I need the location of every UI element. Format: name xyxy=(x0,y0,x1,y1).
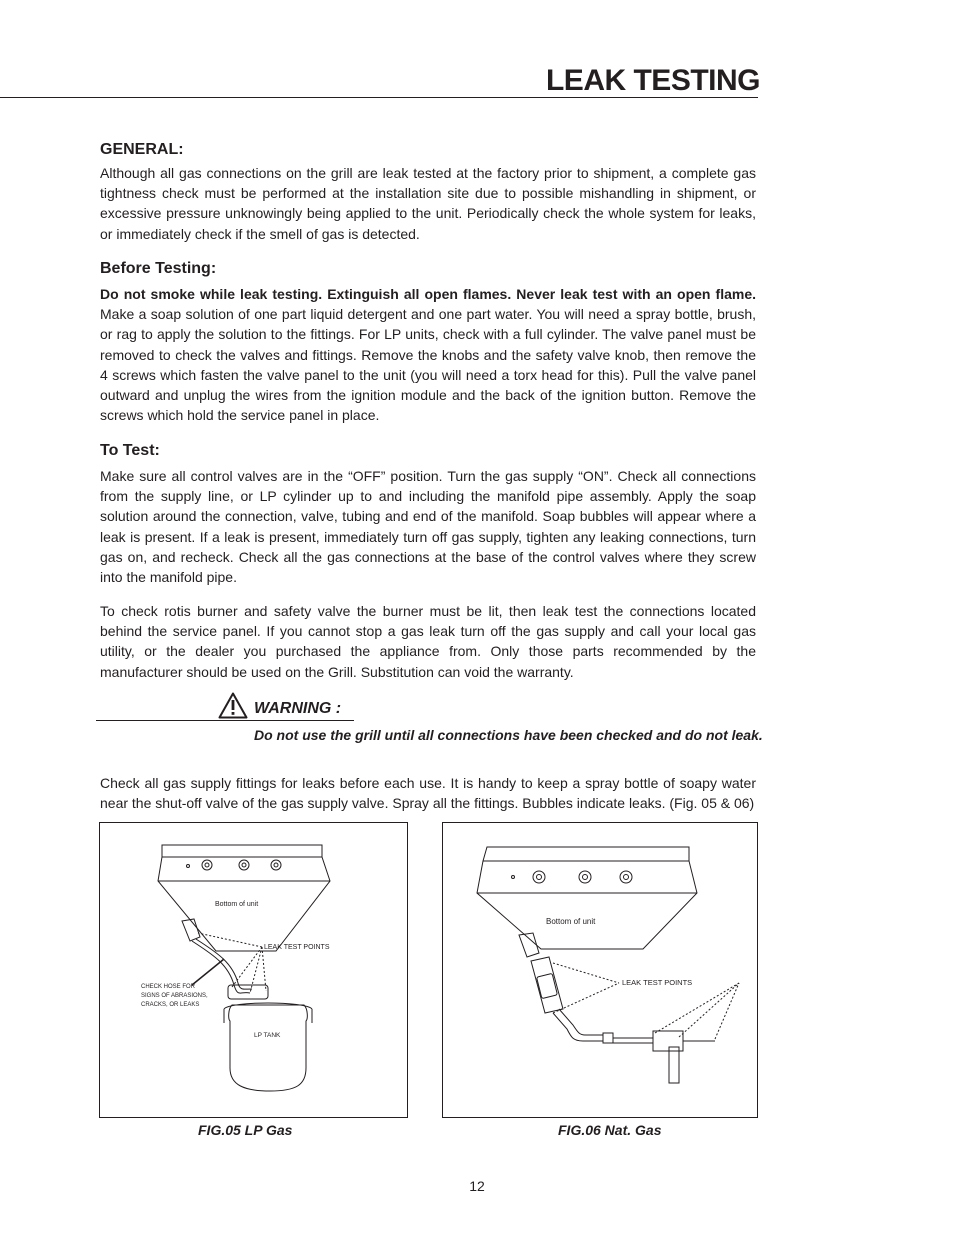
before-testing-paragraph xyxy=(100,284,756,425)
fig05-tank-label: LP TANK xyxy=(254,1032,281,1039)
fig06-grill-body xyxy=(477,847,697,949)
fig05-bottom-label: Bottom of unit xyxy=(215,901,259,908)
to-test-paragraph-2: To check rotis burner and safety valve the burner must be lit, then leak test the connections located behind the service panel. If you cannot stop a gas leak turn off the gas supply and call your local gas utility, or the dealer you purchased the appliance from. Only those parts recommended by the manufacturer should be used on the Grill. Substitution can void the warranty. xyxy=(100,603,756,680)
fig06-union xyxy=(603,1033,613,1043)
fig06-igniter xyxy=(512,876,515,879)
fig06-knob-2 xyxy=(579,871,591,883)
before-testing-body: Make a soap solution of one part liquid detergent and one part water. You will need a spray bottle, brush, or rag to apply the solution to the fittings. For LP units, check with a full cylinder. The valve panel must be removed to check the valves and fittings. Remove the knobs and the safety valve knob, then remove the 4 screws which fasten the valve panel to the unit (you will need a torx head for this). Pull the valve panel outward and unplug the wires from the ignition module and the back of the ignition button. Remove the screws which hold the service panel in place. xyxy=(100,306,756,424)
general-heading: GENERAL: xyxy=(100,141,184,158)
fig05-lp-gas-diagram xyxy=(99,822,408,1118)
fig06-bottom-label: Bottom of unit xyxy=(546,917,596,926)
title-divider xyxy=(0,97,758,98)
fig05-knob-3 xyxy=(271,860,281,870)
to-test-heading: To Test: xyxy=(100,442,160,459)
warning-divider xyxy=(96,720,354,721)
fig05-lp-tank xyxy=(229,1005,308,1091)
to-test-paragraph-1: Make sure all control valves are in the “OFF” position. Turn the gas supply “ON”. Check all connections from the supply line, or LP cylinder up to and including the manifold pipe assembly. Apply the soap solution around the connection, valve, tubing and end of the manifold. Soap bubbles will appear where a leak is present. If a leak is present, immediately turn off gas supply, tighten any leaking connections, turn gas on, and recheck. Check all the gas connections at the base of the control valves where they screw into the manifold pipe. xyxy=(100,468,756,586)
fig05-knob-2 xyxy=(239,860,249,870)
fig05-inlet-fitting xyxy=(182,919,200,941)
fig06-leak-label: LEAK TEST POINTS xyxy=(622,978,693,987)
fig05-hose-label-3: CRACKS, OR LEAKS xyxy=(141,1002,200,1008)
fig06-elbow-pipe xyxy=(553,1013,603,1041)
fig06-knob-1 xyxy=(533,871,545,883)
fig05-regulator xyxy=(228,985,268,999)
fig06-caption: FIG.06 Nat. Gas xyxy=(558,1122,662,1138)
fig05-hose-label-2: SIGNS OF ABRASIONS, xyxy=(141,993,208,999)
fig05-grill-body xyxy=(158,845,330,951)
before-testing-heading: Before Testing: xyxy=(100,260,217,277)
fig05-hose-label-1: CHECK HOSE FOR xyxy=(141,984,196,990)
warning-triangle-icon xyxy=(218,692,248,719)
page-number: 12 xyxy=(469,1178,485,1194)
check-note-paragraph: Check all gas supply fittings for leaks before each use. It is handy to keep a spray bottle of soapy water near the shut-off valve of the gas supply valve. Spray all the fittings. Bubbles indicate leaks. (Fig. 05 & 06) xyxy=(100,775,756,812)
fig05-knob-1 xyxy=(202,860,212,870)
fig05-hose-callout xyxy=(192,959,224,985)
fig05-igniter xyxy=(187,865,190,868)
fig06-valve-handle xyxy=(669,1047,679,1083)
fig05-leak-label: LEAK TEST POINTS xyxy=(264,944,330,951)
fig06-knob-3 xyxy=(620,871,632,883)
fig06-regulator xyxy=(531,957,563,1013)
general-paragraph: Although all gas connections on the grill are leak tested at the factory prior to shipment, a complete gas tightness check must be performed at the installation site due to possible mishandling in shipment, or excessive pressure unknowingly being applied to the unit. Periodically check the whole system for leaks, or immediately check if the smell of gas is detected. xyxy=(100,165,756,242)
page-title: LEAK TESTING xyxy=(545,64,760,97)
fig06-leak-lines xyxy=(553,963,739,1039)
fig05-caption: FIG.05 LP Gas xyxy=(198,1122,293,1138)
fig06-nat-gas-diagram xyxy=(442,822,758,1118)
warning-text: Do not use the grill until all connections have been checked and do not leak. xyxy=(254,727,763,743)
warning-label: WARNING : xyxy=(254,700,342,717)
safety-warning-text: Do not smoke while leak testing. Extinguish all open flames. Never leak test with an open flame. xyxy=(100,286,756,302)
